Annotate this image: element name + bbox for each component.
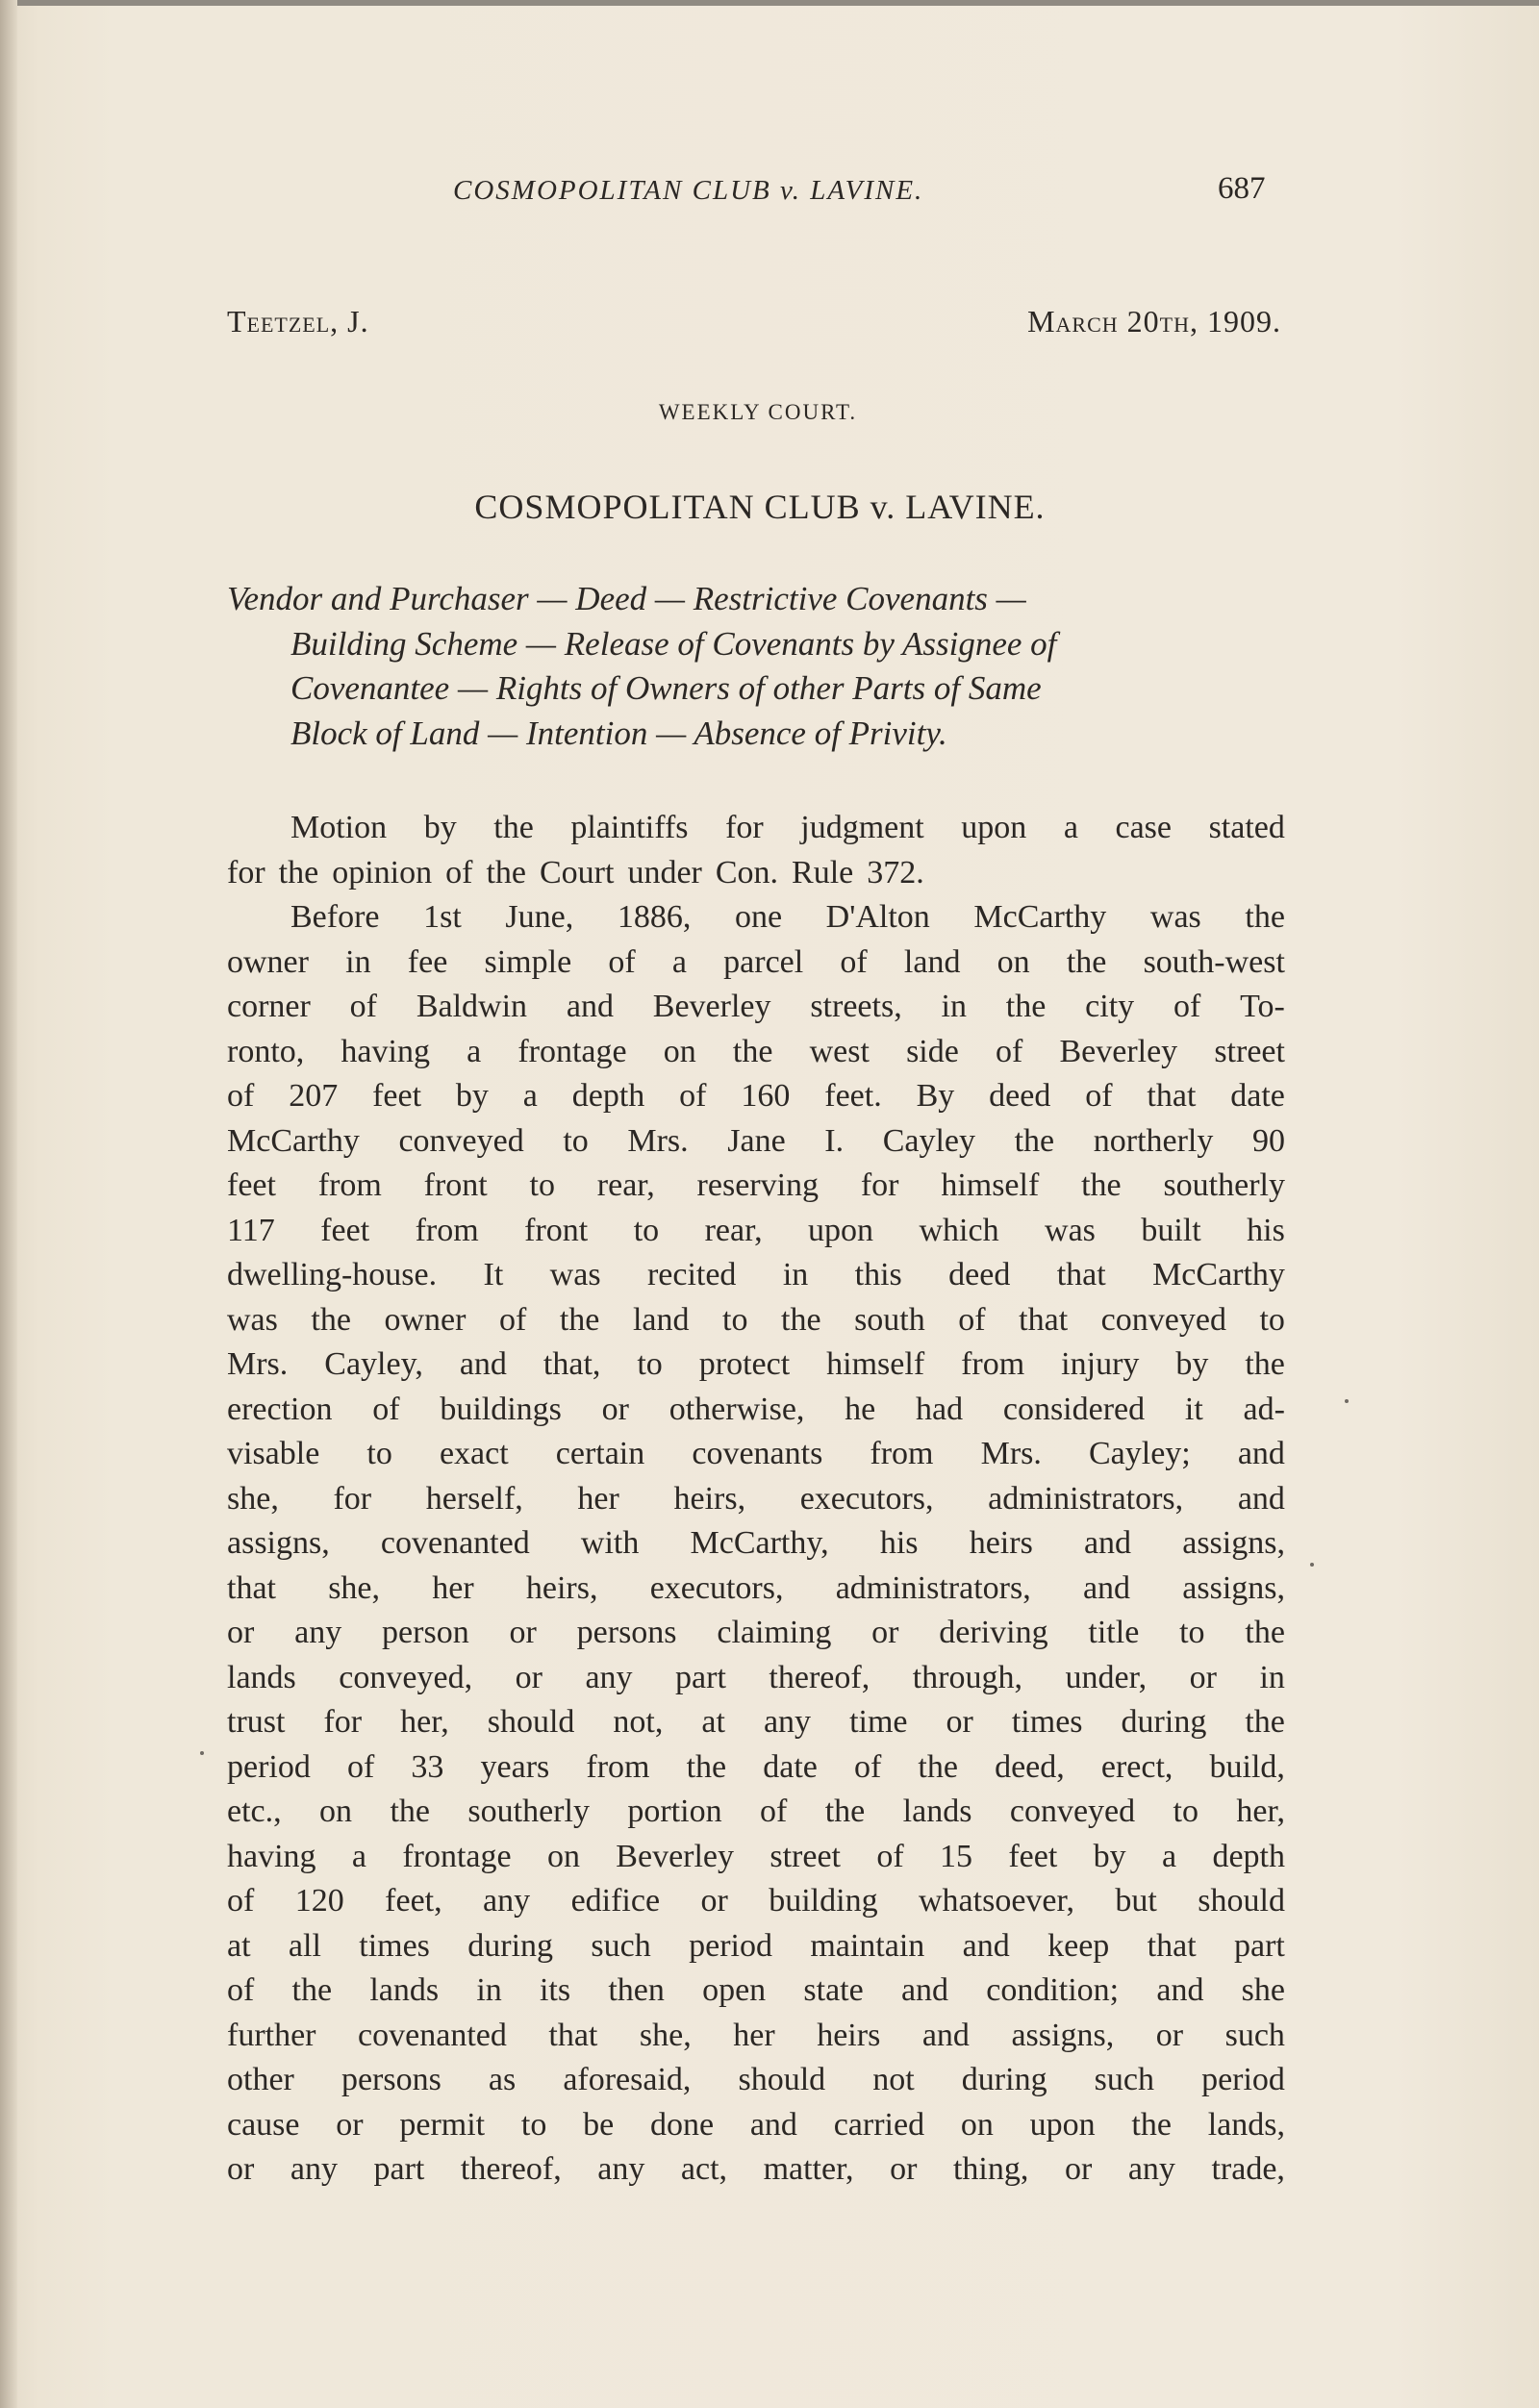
body-line: etc., on the southerly portion of the lands conveyed to her, [227, 1793, 1285, 1829]
body-line: owner in fee simple of a parcel of land on the south-west [227, 943, 1285, 980]
body-line: she, for herself, her heirs, executors, administrators, and [227, 1480, 1285, 1517]
decision-date: March 20th, 1909. [1027, 304, 1281, 339]
body-line: 117 feet from front to rear, upon which was built his [227, 1212, 1285, 1248]
body-line: Mrs. Cayley, and that, to protect himself from injury by the [227, 1346, 1285, 1382]
running-header [227, 171, 1285, 219]
headnote [227, 577, 1285, 756]
body-line: cause or permit to be done and carried on upon the lands, [227, 2106, 1285, 2143]
paper-speck [200, 1751, 204, 1755]
body-line: lands conveyed, or any part thereof, through, under, or in [227, 1659, 1285, 1695]
body-line: Motion by the plaintiffs for judgment upon a case stated [290, 810, 1285, 845]
headnote-line: Block of Land — Intention — Absence of Privity. [290, 714, 947, 752]
paper-speck [1345, 1399, 1349, 1403]
body-line: dwelling-house. It was recited in this deed that McCarthy [227, 1257, 1285, 1292]
judge-name: Teetzel, J. [227, 304, 369, 339]
body-line: erection of buildings or otherwise, he had considered it ad- [227, 1391, 1285, 1427]
body-line: feet from front to rear, reserving for himself the southerly [227, 1167, 1285, 1203]
body-line: of the lands in its then open state and condition; and she [227, 1972, 1285, 2008]
body-line: of 120 feet, any edifice or building whatsoever, but should [227, 1883, 1285, 1919]
body-line: other persons as aforesaid, should not during such period [227, 2062, 1285, 2097]
body-line: assigns, covenanted with McCarthy, his heirs and assigns, [227, 1525, 1285, 1561]
body-line: of 207 feet by a depth of 160 feet. By deed of that date [227, 1078, 1285, 1114]
headnote-line: Covenantee — Rights of Owners of other Parts of Same [290, 669, 1042, 707]
body-line: or any part thereof, any act, matter, or thing, or any trade, [227, 2151, 1285, 2187]
body-line: visable to exact certain covenants from Mrs. Cayley; and [227, 1436, 1285, 1471]
page-top-edge [0, 0, 1539, 6]
court-name: WEEKLY COURT. [658, 400, 858, 424]
page-number: 687 [1218, 171, 1266, 206]
body-line: ronto, having a frontage on the west side of Beverley street [227, 1033, 1285, 1069]
body-line: was the owner of the land to the south of that conveyed to [227, 1301, 1285, 1338]
running-title: COSMOPOLITAN CLUB v. LAVINE. [453, 175, 924, 206]
body-line: period of 33 years from the date of the deed, erect, build, [227, 1748, 1285, 1785]
body-line: or any person or persons claiming or deriving title to the [227, 1615, 1285, 1650]
case-title: COSMOPOLITAN CLUB v. LAVINE. [474, 488, 1046, 526]
headnote-line: Building Scheme — Release of Covenants by Assignee of [290, 624, 1057, 663]
body-line: trust for her, should not, at any time or times during the [227, 1704, 1285, 1740]
headnote-line: Vendor and Purchaser — Deed — Restrictive Covenants — [227, 580, 1026, 617]
paper-speck [1310, 1563, 1314, 1567]
body-line: at all times during such period maintain and keep that part [227, 1927, 1285, 1964]
body-text [227, 806, 1285, 2193]
binding-edge [0, 0, 17, 2408]
body-line: that she, her heirs, executors, administrators, and assigns, [227, 1569, 1285, 1606]
body-line: corner of Baldwin and Beverley streets, in the city of To- [227, 989, 1285, 1024]
body-line: further covenanted that she, her heirs and assigns, or such [227, 2017, 1285, 2053]
body-line: having a frontage on Beverley street of 15 feet by a depth [227, 1838, 1285, 1874]
body-line: Before 1st June, 1886, one D'Alton McCarthy was the [290, 899, 1285, 935]
body-line: McCarthy conveyed to Mrs. Jane I. Cayley the northerly 90 [227, 1122, 1285, 1159]
body-line: for the opinion of the Court under Con. Rule 372. [227, 854, 924, 890]
